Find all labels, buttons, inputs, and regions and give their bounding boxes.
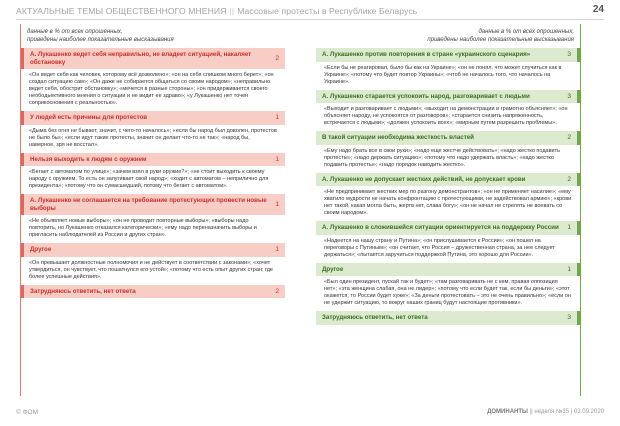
fom-logo	[16, 409, 38, 416]
page-header	[0, 0, 620, 22]
fom-logo-text: © ФОМ	[16, 409, 39, 416]
data-note-right	[316, 24, 580, 44]
category-row: А. Лукашенко ведет себя неправильно, не владеет ситуацией, накаляет обстановку 2	[21, 48, 285, 69]
category-row: В такой ситуации необходима жесткость властей 2	[316, 131, 580, 145]
quotes-block: «Он ведет себя как человек, которому всё дозволено»; «он на себя слишком много берет»; «он создал ситуацию сам»; «Он даже не собирается общаться со своим народом»; «неправильно ведет себя, обострит обстановку»; «мечется в разные стороны»; «он придерживается своего неободьективного мнения о ситуации и не видит ее здраво»; «у Лукашенко нет точен соприкосновения с реальностью».	[29, 72, 274, 106]
category-row: У людей есть причины для протестов 1	[21, 111, 285, 125]
note-left: данные в % от всех опрошенных, приведены наиболее показательные высказывания	[27, 29, 174, 43]
header-subtitle: Массовые протесты в Республике Беларусь	[237, 6, 418, 16]
footer-sep: |	[570, 409, 574, 415]
category-value: 1	[567, 265, 571, 273]
category-row: А. Лукашенко в сложившейся ситуации ориентируется на поддержку России 1	[316, 221, 580, 235]
quotes-block: «Дыма без огня не бывает, значит, с чего-то началось»; «если бы народ был доволен, протестов не было бы»; «если идут такие протесты, значит он делает что-то не так»; «народ бы, наверное, зря не восстал».	[29, 127, 277, 148]
quotes-block: «Ему надо брать все в свои руки»; «надо еще жестче действовать»; «надо жестко подавить протесты»; «надо держать ситуацию»; «потому что надо удержать власть»; «надо жестко подавить протесты»; «надо порядок наводить жестко».	[324, 147, 560, 168]
page-number: 24	[592, 4, 604, 15]
note-right: данные в % от всех опрошенных, приведены наиболее показательные высказывания	[427, 29, 574, 43]
category-row: А. Лукашенко не соглашается на требование протестующих провести новые выборы 1	[21, 194, 285, 215]
category-row: Затрудняюсь ответить, нет ответа 2	[21, 285, 285, 299]
footer-date: 03.09.2020	[573, 409, 604, 415]
category-row: А. Лукашенко старается успокоить народ, разговаривает с людьми 3	[316, 90, 580, 104]
category-value: 2	[567, 134, 571, 141]
footer-brand: ДОМИНАНТЫ	[487, 409, 528, 415]
category-row: Затрудняюсь ответить, нет ответа 3	[316, 311, 580, 325]
data-note-left	[21, 24, 285, 44]
footer-meta	[487, 409, 604, 415]
quotes-block: «Не объявляет новые выборы»; «он не проводит повторные выборы»; «выборы надо повторить, но Лукашенко отказался категорически»; «ему надо переназначить выборы и пригласить наблюдателей из России и других стран».	[29, 218, 257, 238]
quotes-block: «Выходит и разговаривает с людьми»; «выходит на демонстрации и грамотно объясняет»; «он объясняет народу, не успокоятся от разговоров»; «старается снизить напряженность, встречается с людьми»; «должен успокоить всех»; «мирным путем разрешить проблемы».	[324, 106, 568, 126]
category-row: Другое 1	[316, 263, 580, 277]
quotes-block: «Был один президент, пускай так и будет»; «там разговаривать не с кем, правая оппозиция нет»; «эта женщина слабая, она не лидер»; «потому что если будет так, если бы деньги»; «этот окажется, то России будет хуже»; «За деньги протестовать – это не очень правильно»; «если он не удержит ситуацию, то вокруг наших границ будут настоящие противники».	[324, 279, 571, 306]
header-separator: ||	[229, 6, 235, 16]
category-value: 3	[567, 51, 571, 58]
category-row: А. Лукашенко не допускает жестких действий, не допускает крови 2	[316, 173, 580, 187]
category-value: 2	[567, 175, 571, 183]
quotes-block: «Не предпринимает жестких мер по разгону демонстрантов»; «он не применяет насилие»; «ему хватило мудрости не начать конфронтацию с протестующими, не задействовал армию»; «крови нет такой, какая могла быть, жертв нет, слава богу»; «он не начал не стрелять не воевать со своим народом».	[324, 189, 572, 216]
category-value: 3	[567, 92, 571, 100]
category-value: 1	[275, 155, 279, 163]
quotes-block: «Он превышает должностные полномочия и не действует в соответствии с законами»; «хочет утвердиться, он чувствует, что пошатнулся его устой»; «потому что есть опыт других стран; где более успешные действия».	[29, 259, 273, 280]
page-footer	[0, 404, 620, 426]
positive-column	[316, 24, 581, 396]
category-row: Другое 1	[21, 243, 285, 257]
category-value: 2	[275, 54, 279, 62]
quotes-block: «Надеется на нашу страну и Путина»; «он прислушивается к России»; «он пошел на переговоры с Путиным»; «он считает, что Россия – дружественная страна, за нее следует держаться»; «пытается заручиться поддержкой Путина, это хорошо для России».	[324, 237, 555, 258]
category-row: Нельзя выходить к людям с оружием 1	[21, 153, 285, 167]
header-divider	[16, 19, 604, 20]
category-value: 3	[567, 314, 571, 321]
header-title	[16, 6, 417, 16]
footer-sep: ||	[529, 409, 535, 415]
negative-column	[20, 24, 285, 396]
category-value: 1	[275, 200, 279, 208]
category-value: 1	[275, 114, 279, 121]
quotes-block: «Если бы не реагировал, было бы как на Украине»; «он не понял, что может случиться как в Украине»; «потому что будет повтор Украины»; «чтоб не началось того, что началось на Украине».	[324, 64, 562, 85]
category-value: 1	[567, 224, 571, 231]
header-section: АКТУАЛЬНЫЕ ТЕМЫ ОБЩЕСТВЕННОГО МНЕНИЯ	[16, 6, 227, 16]
category-value: 1	[275, 246, 279, 253]
category-value: 2	[275, 287, 279, 295]
quotes-block: «Бегает с автоматом по улице»; «зачем взял в руки оружие?»; «не стоит выходить к своему народу с оружием. То есть он запугивает свой народ»; «ходит с автоматом – неприлично для президента»; «потому что он сумасшедший, потому что бегает с автоматом».	[29, 169, 269, 189]
footer-issue: неделя №35	[534, 409, 570, 415]
category-row: А. Лукашенко против повторения в стране «украинского сценария» 3	[316, 48, 580, 62]
